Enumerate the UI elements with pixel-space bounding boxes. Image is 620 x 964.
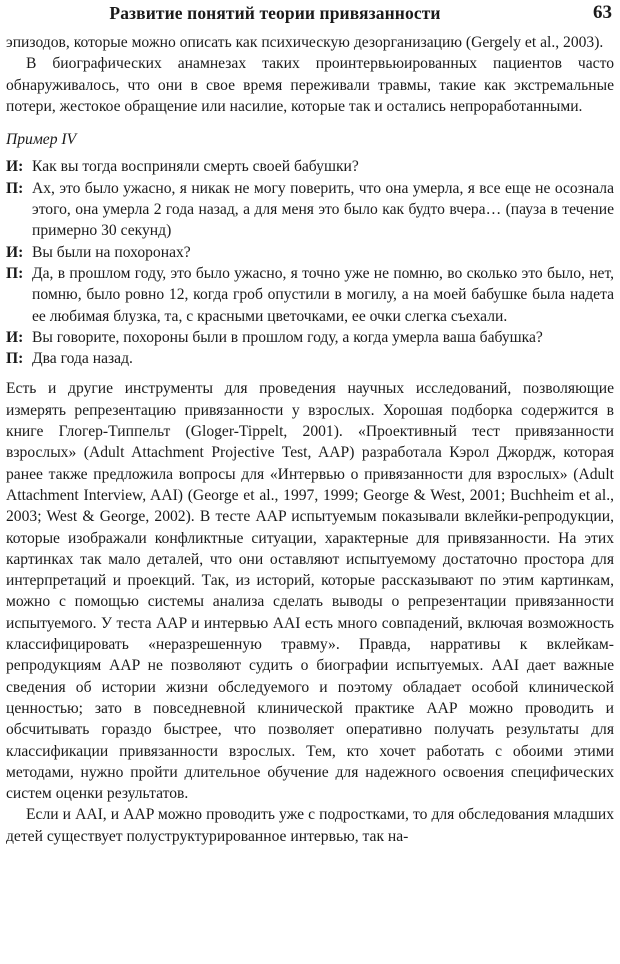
paragraph-adolescents: Если и AAI, и AAP можно проводить уже с подростками, то для обследования младших детей существует полуструктурированное интервью, так на- (6, 806, 614, 845)
example-title: Пример IV (6, 131, 77, 149)
utterance-text: Вы говорите, похороны были в прошлом году, а когда умерла ваша бабушка? (32, 328, 543, 346)
dialogue-turn (6, 348, 614, 369)
speaker-label: И: (6, 158, 24, 176)
paragraph-biographical-anamnesis: В биографических анамнезах таких проинтервьюированных пациентов часто обнаруживалось, что они в свое время переживали травмы, такие как экстремальные потери, жестокое обращение или насилие, которые так и остались непроработанными. (6, 55, 614, 115)
speaker-label: И: (6, 243, 24, 261)
utterance-text: Вы были на похоронах? (32, 243, 191, 261)
speaker-label: П: (6, 350, 24, 368)
running-title: Развитие понятий теории привязанности (109, 3, 441, 23)
paragraph-instruments: Есть и другие инструменты для проведения научных исследований, позволяющие измерять репрезентацию привязанности у взрослых. Хорошая подборка содержится в книге Глогер-Типпельт (Gloger-Tippelt, 2001). «Проективный тест привязанности взрослых» (Adult Attachment Projective Test, AAP) разработала Кэрол Джордж, которая ранее также предложила вопросы для «Интервью о привязанности для взрослых» (Adult Attachment Interview, AAI) (George et al., 1997, 1999; George & West, 2001; Buchheim et al., 2003; West & George, 2002). В тесте AAP испытуемым показывали вклейки-репродукции, которые изображали конфликтные ситуации, характерные для привязанности. На этих картинках так мало деталей, что они оставляют испытуемому достаточно простора для интерпретаций и проекций. Так, из историй, которые рассказывают по этим картинкам, можно с помощью системы анализа сделать выводы о репрезентации привязанности испытуемого. У теста AAP и интервью AAI есть много совпадений, включая возможность классифицировать «неразрешенную травму». Правда, нарративы к вклейкам-репродукциям AAP не позволяют судить о биографии испытуемых. AAI дает важные сведения об истории жизни обследуемого и поэтому обладает особой клинической ценностью; зато в повседневной клинической практике AAP можно проводить и обсчитывать гораздо быстрее, что позволяет оперативно получать результаты для классификации привязанности взрослых. Тем, кто хочет работать с обоими этими методами, нужно пройти длительное обучение для надежного освоения специфических систем оценки результатов. (6, 380, 614, 803)
speaker-label: И: (6, 328, 24, 346)
dialogue-turn (6, 242, 614, 263)
page-number: 63 (593, 2, 612, 23)
dialogue-turn (6, 263, 614, 327)
utterance-text: Два года назад. (32, 350, 133, 368)
utterance-text: Да, в прошлом году, это было ужасно, я точно уже не помню, во сколько это было, нет, помню, было ровно 12, когда гроб опустили в могилу, а на моей бабушке была надета ее любимая блузка, та, с красными цветочками, ее очки слегка съехали. (32, 264, 614, 325)
utterance-text: Как вы тогда восприняли смерть своей бабушки? (32, 158, 359, 176)
utterance-text: Ах, это было ужасно, я никак не могу поверить, что она умерла, я все еще не осознала этого, она умерла 2 года назад, а для меня это было как будто вчера… (пауза в течение примерно 30 секунд) (32, 179, 614, 240)
dialogue-turn (6, 327, 614, 348)
page-header (6, 2, 614, 32)
speaker-label: П: (6, 179, 24, 197)
speaker-label: П: (6, 264, 24, 282)
interview-dialogue (6, 156, 614, 369)
paragraph-continued: эпизодов, которые можно описать как психическую дезорганизацию (Gergely et al., 2003). (6, 34, 604, 51)
dialogue-turn (6, 156, 614, 177)
dialogue-turn (6, 178, 614, 242)
